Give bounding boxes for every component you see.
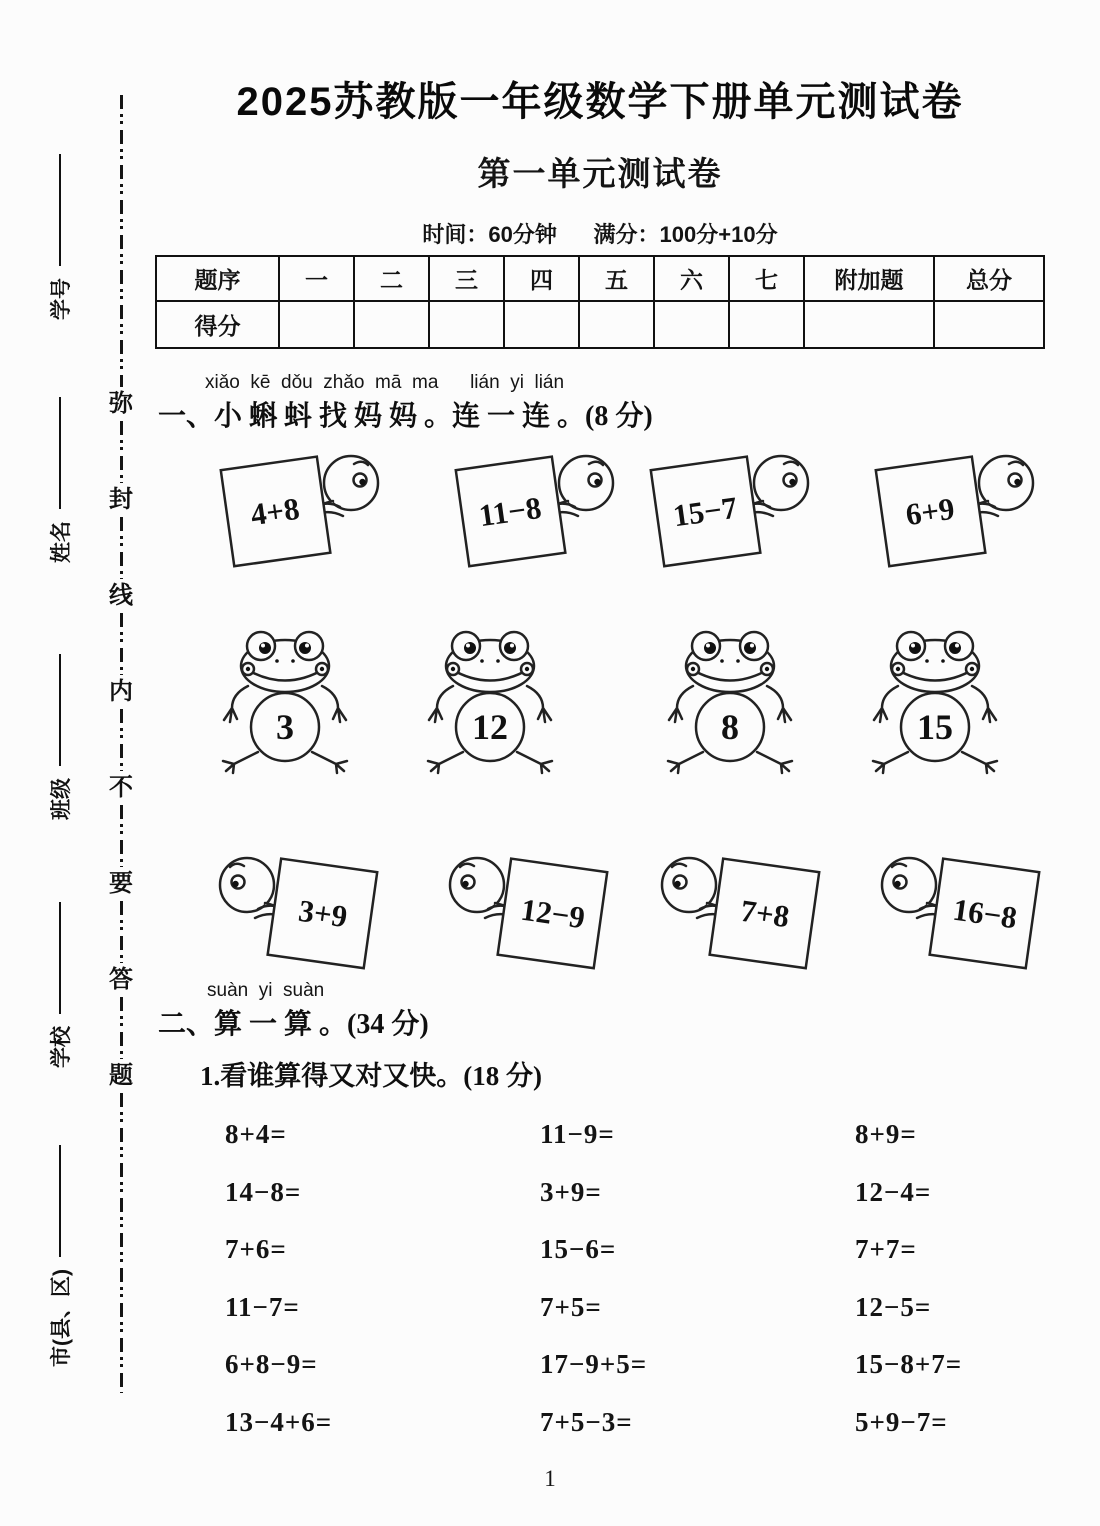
- tadpole-card-icon: [652, 845, 827, 970]
- score-table: [155, 255, 1045, 349]
- score-cell: [430, 302, 505, 347]
- section2-subheading: 1.看谁算得又对又快。(18 分): [200, 1061, 542, 1091]
- score-cell: [580, 302, 655, 347]
- problem-cell: 3+9=: [540, 1176, 602, 1207]
- tadpole-expression: 3+9: [296, 892, 350, 935]
- seal-char: 答: [109, 966, 133, 993]
- city-county-district-blank: [59, 1145, 62, 1257]
- seal-dash-segment: [120, 901, 123, 963]
- page-subtitle: 第一单元测试卷: [477, 155, 723, 192]
- frog-icon: [425, 628, 555, 776]
- score-table-header: 五: [580, 257, 655, 302]
- frog-number: 3: [276, 707, 294, 747]
- frog-icon: [220, 628, 350, 776]
- problem-cell: 14−8=: [225, 1176, 302, 1207]
- city-county-district-label: 市(县、区): [50, 1269, 73, 1367]
- section2-pinyin: suàn yi suàn: [207, 980, 325, 1001]
- problem-cell: 8+4=: [225, 1119, 287, 1150]
- calculation-problems: [155, 1106, 1045, 1451]
- score-table-header: 一: [280, 257, 355, 302]
- score-table-header: 三: [430, 257, 505, 302]
- seal-char: 要: [109, 870, 133, 897]
- seal-char: 封: [109, 486, 133, 513]
- time-and-score-info: 时间：60分钟 满分：100分+10分: [422, 222, 778, 247]
- problem-cell: 17−9+5=: [540, 1349, 648, 1380]
- frog-number: 8: [721, 707, 739, 747]
- problem-cell: 6+8−9=: [225, 1349, 318, 1380]
- score-table-header: 附加题: [805, 257, 935, 302]
- problem-cell: 7+5=: [540, 1291, 602, 1322]
- seal-dash-segment: [120, 517, 123, 579]
- score-cell: [505, 302, 580, 347]
- problem-cell: 11−7=: [225, 1291, 300, 1322]
- student-number-label: 学号: [50, 278, 73, 320]
- seal-char: 内: [109, 678, 133, 705]
- problem-cell: 15−6=: [540, 1234, 617, 1265]
- problem-cell: 5+9−7=: [855, 1406, 948, 1437]
- tadpole-card-icon: [448, 443, 623, 568]
- tadpole-card-icon: [643, 443, 818, 568]
- tadpole-expression: 15−7: [670, 489, 740, 534]
- page-number: 1: [544, 1466, 556, 1491]
- problem-cell: 7+7=: [855, 1234, 917, 1265]
- score-table-header: 二: [355, 257, 430, 302]
- tadpole-card-icon: [868, 443, 1043, 568]
- seal-dash-segment: [120, 421, 123, 483]
- tadpole-expression: 4+8: [248, 490, 302, 533]
- section2-heading: 二、算 一 算 。(34 分): [158, 1009, 429, 1040]
- school-blank: [59, 902, 62, 1014]
- seal-char: 题: [109, 1062, 133, 1089]
- score-table-header: 七: [730, 257, 805, 302]
- problem-cell: 7+6=: [225, 1234, 287, 1265]
- score-cell: [280, 302, 355, 347]
- score-cell: [655, 302, 730, 347]
- tadpole-expression: 6+9: [903, 490, 957, 533]
- name-blank: [59, 397, 62, 509]
- frog-icon: [665, 628, 795, 776]
- page-title: 2025苏教版一年级数学下册单元测试卷: [236, 80, 964, 124]
- seal-char: 线: [109, 582, 133, 609]
- score-cell: [730, 302, 805, 347]
- problem-cell: 8+9=: [855, 1119, 917, 1150]
- frog-icon: [870, 628, 1000, 776]
- score-row-label: 得分: [157, 302, 280, 347]
- seal-char: 弥: [109, 390, 133, 417]
- tadpole-card-icon: [210, 845, 385, 970]
- tadpole-expression: 7+8: [738, 892, 792, 935]
- seal-dash-segment: [120, 95, 123, 387]
- problem-cell: 13−4+6=: [225, 1406, 333, 1437]
- seal-dash-segment: [120, 709, 123, 771]
- section1-pinyin: xiǎo kē dǒu zhǎo mā ma lián yi lián: [205, 372, 565, 393]
- score-table-header: 六: [655, 257, 730, 302]
- tadpole-expression: 16−8: [950, 891, 1020, 936]
- frog-number: 12: [472, 707, 508, 747]
- tadpole-expression: 11−8: [476, 489, 544, 534]
- score-cell: [805, 302, 935, 347]
- seal-dash-segment: [120, 805, 123, 867]
- problem-cell: 11−9=: [540, 1119, 615, 1150]
- tadpole-expression: 12−9: [518, 891, 588, 936]
- score-table-header: 题序: [157, 257, 280, 302]
- score-table-header: 总分: [935, 257, 1043, 302]
- problem-cell: 7+5−3=: [540, 1406, 633, 1437]
- seal-char: 不: [109, 774, 133, 801]
- score-cell: [935, 302, 1043, 347]
- problem-cell: 15−8+7=: [855, 1349, 963, 1380]
- tadpole-card-icon: [213, 443, 388, 568]
- tadpole-card-icon: [440, 845, 615, 970]
- school-label: 学校: [50, 1026, 73, 1068]
- seal-line: [107, 95, 135, 1393]
- problem-cell: 12−4=: [855, 1176, 932, 1207]
- tadpole-card-icon: [872, 845, 1047, 970]
- seal-dash-segment: [120, 1093, 123, 1393]
- score-table-header: 四: [505, 257, 580, 302]
- section1-heading: 一、小 蝌 蚪 找 妈 妈 。连 一 连 。(8 分): [158, 401, 653, 432]
- class-label: 班级: [50, 778, 73, 820]
- seal-dash-segment: [120, 997, 123, 1059]
- class-blank: [59, 654, 62, 766]
- problem-cell: 12−5=: [855, 1291, 932, 1322]
- frog-number: 15: [917, 707, 953, 747]
- name-label: 姓名: [50, 521, 73, 563]
- student-number-blank: [59, 154, 62, 266]
- score-cell: [355, 302, 430, 347]
- seal-dash-segment: [120, 613, 123, 675]
